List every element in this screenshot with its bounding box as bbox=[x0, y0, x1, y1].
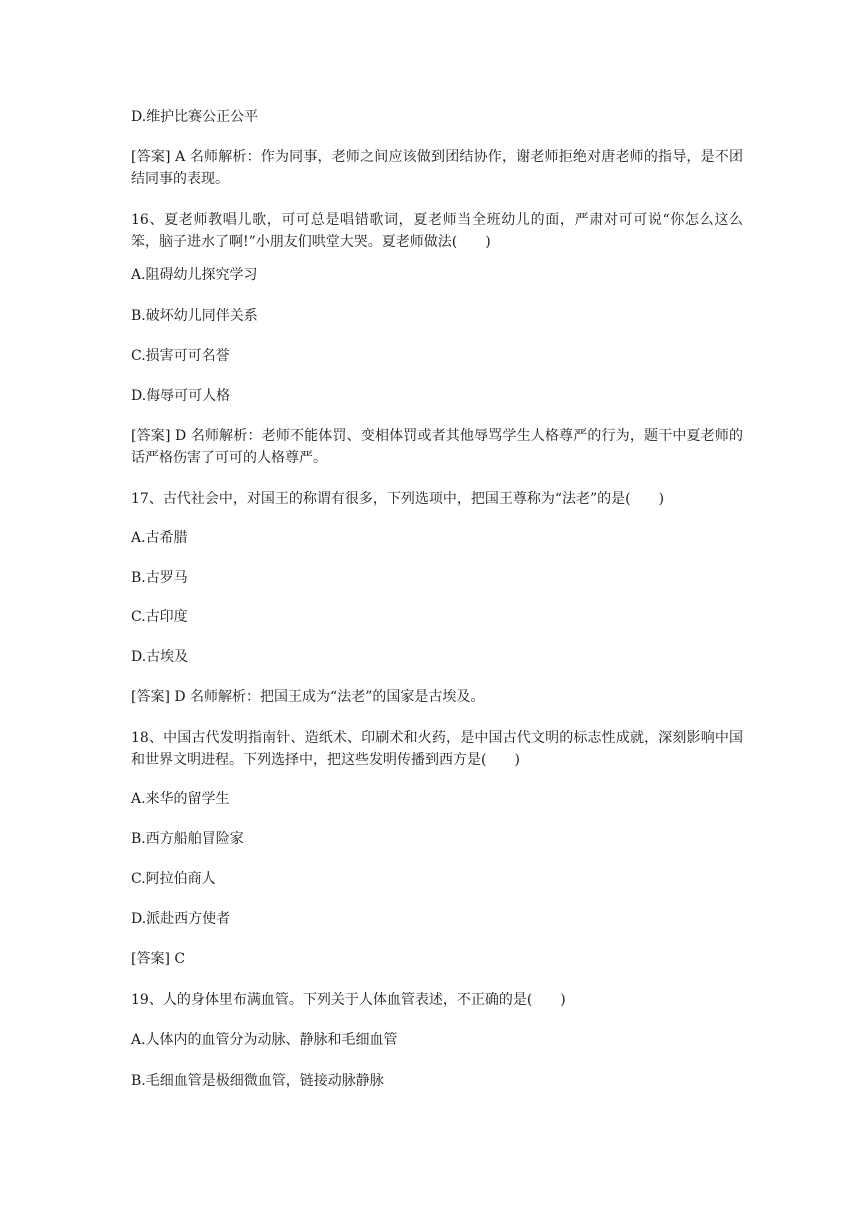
q17-option-b: B.古罗马 bbox=[131, 570, 188, 586]
q16-answer: [答案] D 名师解析：老师不能体罚、变相体罚或者其他辱骂学生人格尊严的行为，题干中夏老师的话严格伤害了可可的人格尊严。 bbox=[131, 428, 743, 466]
q19-option-b: B.毛细血管是极细微血管，链接动脉静脉 bbox=[131, 1073, 384, 1089]
q15-option-d: D.维护比赛公正公平 bbox=[131, 109, 259, 125]
q16-option-d: D.侮辱可可人格 bbox=[131, 388, 231, 404]
q16-question: 16、夏老师教唱儿歌，可可总是唱错歌词，夏老师当全班幼儿的面，严肃对可可说“你怎么这么笨，脑子进水了啊!”小朋友们哄堂大哭。夏老师做法( ) bbox=[131, 212, 743, 250]
q18-answer: [答案] C bbox=[131, 951, 186, 967]
q16-option-a: A.阻碍幼儿探究学习 bbox=[131, 267, 258, 283]
q17-option-d: D.古埃及 bbox=[131, 649, 189, 665]
q19-option-a: A.人体内的血管分为动脉、静脉和毛细血管 bbox=[131, 1032, 398, 1048]
q16-option-c: C.损害可可名誉 bbox=[131, 348, 230, 364]
q17-option-c: C.古印度 bbox=[131, 609, 188, 625]
q18-question: 18、中国古代发明指南针、造纸术、印刷术和火药，是中国古代文明的标志性成就，深刻影响中国和世界文明进程。下列选择中，把这些发明传播到西方是( ) bbox=[131, 730, 743, 768]
q18-option-b: B.西方船舶冒险家 bbox=[131, 831, 244, 847]
q16-option-b: B.破坏幼儿同伴关系 bbox=[131, 308, 258, 324]
q18-option-d: D.派赴西方使者 bbox=[131, 911, 231, 927]
q17-answer: [答案] D 名师解析：把国王成为“法老”的国家是古埃及。 bbox=[131, 689, 485, 705]
q17-option-a: A.古希腊 bbox=[131, 530, 188, 546]
q18-option-a: A.来华的留学生 bbox=[131, 791, 230, 807]
q18-option-c: C.阿拉伯商人 bbox=[131, 871, 216, 887]
q15-answer: [答案] A 名师解析：作为同事，老师之间应该做到团结协作，谢老师拒绝对唐老师的指导，是不团结同事的表现。 bbox=[131, 149, 743, 187]
q19-question: 19、人的身体里布满血管。下列关于人体血管表述，不正确的是( ) bbox=[131, 992, 566, 1008]
q17-question: 17、古代社会中，对国王的称谓有很多，下列选项中，把国王尊称为“法老”的是( ) bbox=[131, 491, 665, 507]
